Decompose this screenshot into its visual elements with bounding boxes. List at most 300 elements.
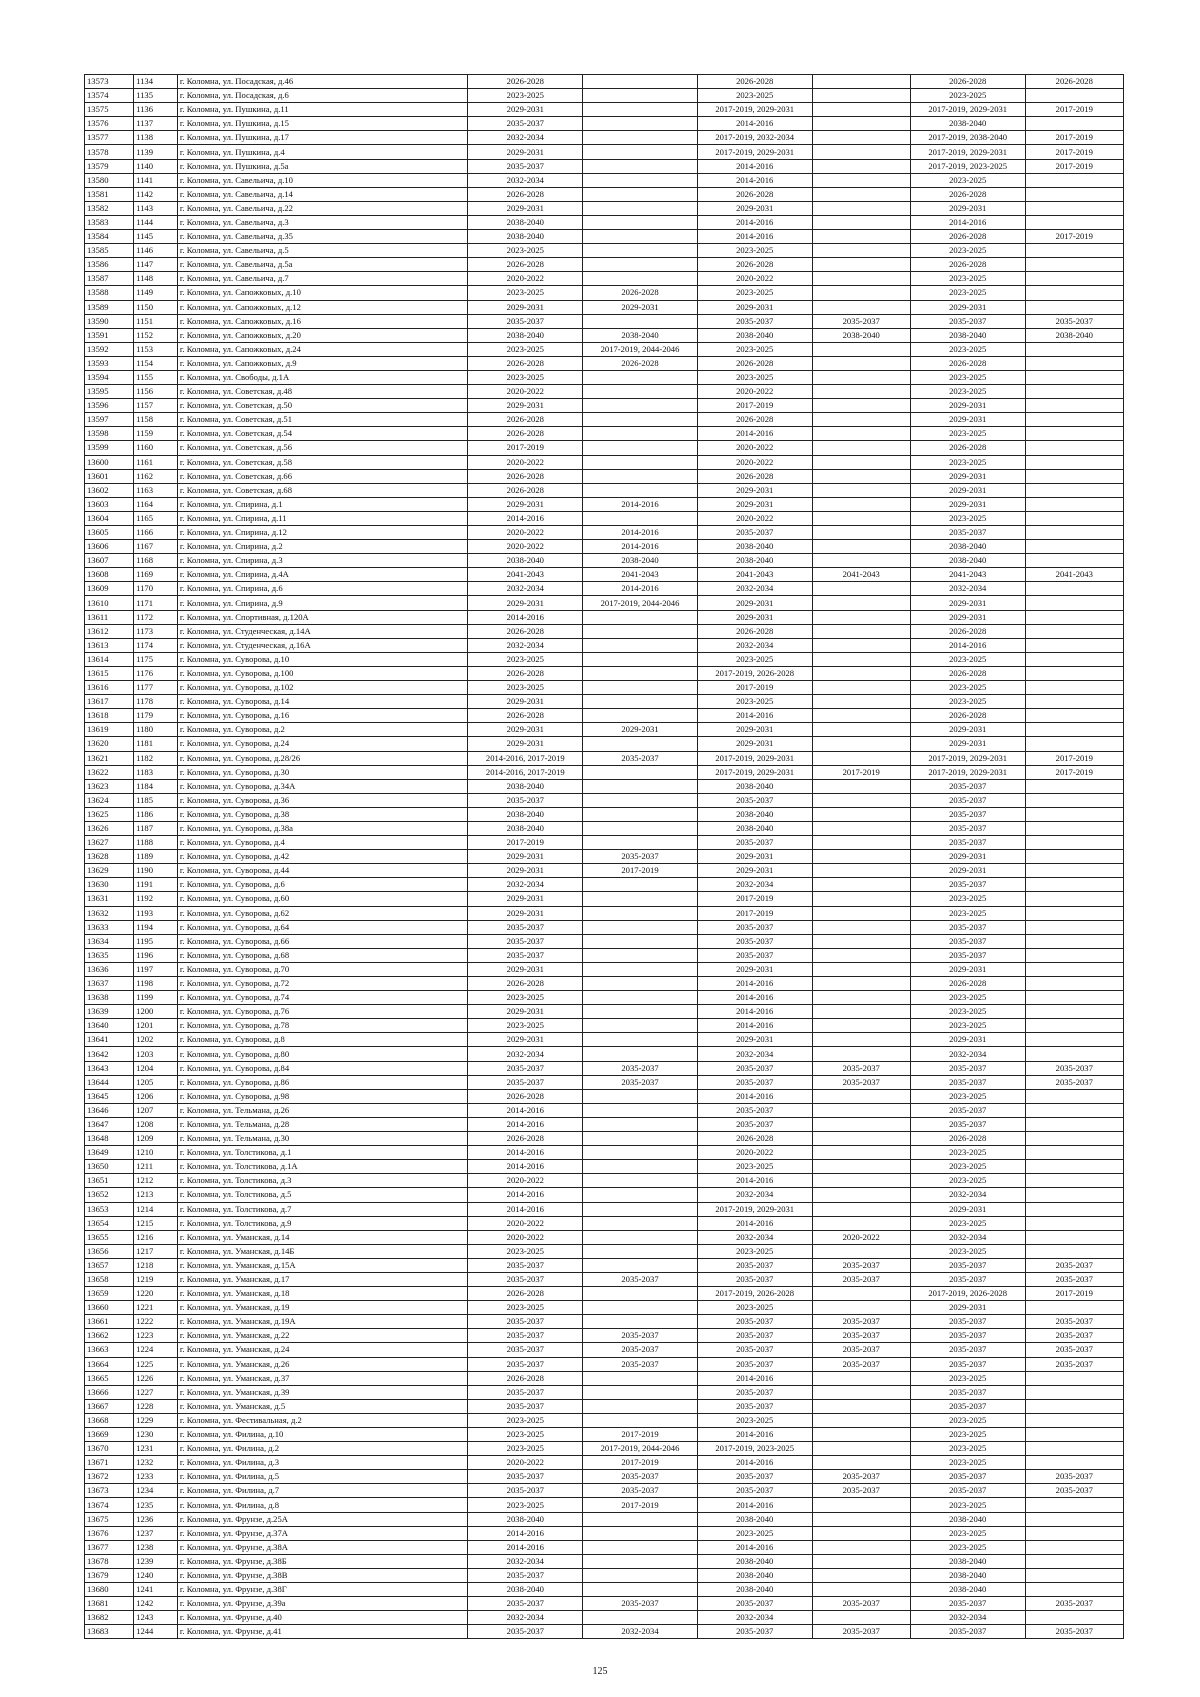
row-id-cell: 13629 bbox=[85, 864, 134, 878]
period-cell-1: 2035-2037 bbox=[468, 948, 583, 962]
row-id-cell: 13681 bbox=[85, 1597, 134, 1611]
period-cell-4 bbox=[812, 117, 910, 131]
address-cell: г. Коломна, ул. Тельмана, д.26 bbox=[177, 1103, 468, 1117]
period-cell-6 bbox=[1025, 497, 1123, 511]
period-cell-2 bbox=[583, 187, 698, 201]
period-cell-2 bbox=[583, 1160, 698, 1174]
period-cell-6 bbox=[1025, 779, 1123, 793]
table-row bbox=[85, 751, 1124, 765]
row-id-cell: 13593 bbox=[85, 356, 134, 370]
period-cell-2 bbox=[583, 1244, 698, 1258]
period-cell-3: 2014-2016 bbox=[697, 173, 812, 187]
period-cell-4 bbox=[812, 1146, 910, 1160]
period-cell-1: 2014-2016 bbox=[468, 1103, 583, 1117]
period-cell-4: 2035-2037 bbox=[812, 1597, 910, 1611]
address-cell: г. Коломна, ул. Савельича, д.35 bbox=[177, 230, 468, 244]
period-cell-4 bbox=[812, 582, 910, 596]
period-cell-3: 2017-2019, 2029-2031 bbox=[697, 765, 812, 779]
period-cell-3: 2023-2025 bbox=[697, 1413, 812, 1427]
address-cell: г. Коломна, ул. Суворова, д.44 bbox=[177, 864, 468, 878]
period-cell-6 bbox=[1025, 1413, 1123, 1427]
period-cell-1: 2026-2028 bbox=[468, 258, 583, 272]
house-number-cell: 1208 bbox=[134, 1117, 178, 1131]
row-id-cell: 13683 bbox=[85, 1625, 134, 1639]
period-cell-4 bbox=[812, 526, 910, 540]
period-cell-3: 2029-2031 bbox=[697, 300, 812, 314]
period-cell-6 bbox=[1025, 709, 1123, 723]
period-cell-4: 2035-2037 bbox=[812, 1258, 910, 1272]
period-cell-4 bbox=[812, 864, 910, 878]
period-cell-5: 2029-2031 bbox=[910, 300, 1025, 314]
period-cell-5: 2023-2025 bbox=[910, 1244, 1025, 1258]
period-cell-3: 2038-2040 bbox=[697, 1512, 812, 1526]
period-cell-3: 2014-2016 bbox=[697, 1216, 812, 1230]
house-number-cell: 1240 bbox=[134, 1568, 178, 1582]
table-row bbox=[85, 497, 1124, 511]
table-row bbox=[85, 1413, 1124, 1427]
period-cell-4 bbox=[812, 554, 910, 568]
period-cell-5: 2029-2031 bbox=[910, 413, 1025, 427]
period-cell-3: 2026-2028 bbox=[697, 1132, 812, 1146]
period-cell-4 bbox=[812, 1216, 910, 1230]
period-cell-4 bbox=[812, 441, 910, 455]
period-cell-3: 2020-2022 bbox=[697, 385, 812, 399]
row-id-cell: 13664 bbox=[85, 1357, 134, 1371]
period-cell-1: 2020-2022 bbox=[468, 540, 583, 554]
period-cell-4 bbox=[812, 1287, 910, 1301]
address-cell: г. Коломна, ул. Советская, д.51 bbox=[177, 413, 468, 427]
house-number-cell: 1234 bbox=[134, 1484, 178, 1498]
period-cell-4 bbox=[812, 399, 910, 413]
period-cell-3: 2035-2037 bbox=[697, 1385, 812, 1399]
period-cell-3: 2017-2019, 2032-2034 bbox=[697, 131, 812, 145]
row-id-cell: 13631 bbox=[85, 892, 134, 906]
address-cell: г. Коломна, ул. Толстикова, д.7 bbox=[177, 1202, 468, 1216]
period-cell-4 bbox=[812, 681, 910, 695]
period-cell-6 bbox=[1025, 286, 1123, 300]
period-cell-1: 2029-2031 bbox=[468, 300, 583, 314]
house-number-cell: 1158 bbox=[134, 413, 178, 427]
period-cell-3: 2023-2025 bbox=[697, 286, 812, 300]
table-row bbox=[85, 906, 1124, 920]
period-cell-1: 2023-2025 bbox=[468, 342, 583, 356]
house-number-cell: 1204 bbox=[134, 1061, 178, 1075]
period-cell-2: 2014-2016 bbox=[583, 497, 698, 511]
address-cell: г. Коломна, ул. Пушкина, д.5а bbox=[177, 159, 468, 173]
period-cell-2 bbox=[583, 272, 698, 286]
period-cell-5: 2023-2025 bbox=[910, 1371, 1025, 1385]
period-cell-5: 2014-2016 bbox=[910, 215, 1025, 229]
table-row bbox=[85, 441, 1124, 455]
house-number-cell: 1143 bbox=[134, 201, 178, 215]
period-cell-6: 2026-2028 bbox=[1025, 75, 1123, 89]
table-row bbox=[85, 131, 1124, 145]
period-cell-3: 2026-2028 bbox=[697, 413, 812, 427]
period-cell-3: 2014-2016 bbox=[697, 159, 812, 173]
period-cell-6 bbox=[1025, 187, 1123, 201]
house-number-cell: 1176 bbox=[134, 666, 178, 680]
period-cell-4 bbox=[812, 159, 910, 173]
address-cell: г. Коломна, ул. Суворова, д.70 bbox=[177, 962, 468, 976]
period-cell-4 bbox=[812, 977, 910, 991]
period-cell-4 bbox=[812, 821, 910, 835]
row-id-cell: 13647 bbox=[85, 1117, 134, 1131]
period-cell-1: 2023-2025 bbox=[468, 286, 583, 300]
table-row bbox=[85, 1470, 1124, 1484]
period-cell-5: 2017-2019, 2038-2040 bbox=[910, 131, 1025, 145]
address-cell: г. Коломна, ул. Филина, д.10 bbox=[177, 1428, 468, 1442]
period-cell-4 bbox=[812, 244, 910, 258]
period-cell-1: 2029-2031 bbox=[468, 145, 583, 159]
row-id-cell: 13613 bbox=[85, 638, 134, 652]
row-id-cell: 13608 bbox=[85, 568, 134, 582]
period-cell-1: 2029-2031 bbox=[468, 497, 583, 511]
row-id-cell: 13582 bbox=[85, 201, 134, 215]
period-cell-2 bbox=[583, 920, 698, 934]
period-cell-1: 2029-2031 bbox=[468, 962, 583, 976]
period-cell-1: 2035-2037 bbox=[468, 1484, 583, 1498]
period-cell-1: 2023-2025 bbox=[468, 681, 583, 695]
row-id-cell: 13682 bbox=[85, 1611, 134, 1625]
row-id-cell: 13666 bbox=[85, 1385, 134, 1399]
period-cell-4 bbox=[812, 652, 910, 666]
house-number-cell: 1241 bbox=[134, 1583, 178, 1597]
period-cell-3: 2032-2034 bbox=[697, 1230, 812, 1244]
period-cell-6 bbox=[1025, 1005, 1123, 1019]
address-cell: г. Коломна, ул. Фрунзе, д.38Б bbox=[177, 1554, 468, 1568]
period-cell-2 bbox=[583, 441, 698, 455]
period-cell-1: 2032-2034 bbox=[468, 173, 583, 187]
period-cell-2 bbox=[583, 977, 698, 991]
house-number-cell: 1227 bbox=[134, 1385, 178, 1399]
house-number-cell: 1185 bbox=[134, 793, 178, 807]
period-cell-5: 2023-2025 bbox=[910, 892, 1025, 906]
table-row bbox=[85, 1089, 1124, 1103]
house-number-cell: 1205 bbox=[134, 1075, 178, 1089]
period-cell-4 bbox=[812, 201, 910, 215]
period-cell-3: 2035-2037 bbox=[697, 1597, 812, 1611]
house-number-cell: 1139 bbox=[134, 145, 178, 159]
address-cell: г. Коломна, ул. Суворова, д.34А bbox=[177, 779, 468, 793]
address-cell: г. Коломна, ул. Суворова, д.76 bbox=[177, 1005, 468, 1019]
house-number-cell: 1199 bbox=[134, 991, 178, 1005]
table-row bbox=[85, 187, 1124, 201]
house-number-cell: 1174 bbox=[134, 638, 178, 652]
period-cell-2 bbox=[583, 1413, 698, 1427]
period-cell-6 bbox=[1025, 1188, 1123, 1202]
period-cell-5: 2038-2040 bbox=[910, 1512, 1025, 1526]
house-number-cell: 1198 bbox=[134, 977, 178, 991]
period-cell-4 bbox=[812, 258, 910, 272]
period-cell-3: 2014-2016 bbox=[697, 1089, 812, 1103]
period-cell-4: 2035-2037 bbox=[812, 1484, 910, 1498]
period-cell-1: 2026-2028 bbox=[468, 1287, 583, 1301]
period-cell-5: 2035-2037 bbox=[910, 1484, 1025, 1498]
period-cell-2 bbox=[583, 1526, 698, 1540]
house-number-cell: 1175 bbox=[134, 652, 178, 666]
period-cell-4 bbox=[812, 427, 910, 441]
period-cell-2 bbox=[583, 765, 698, 779]
period-cell-3: 2014-2016 bbox=[697, 1005, 812, 1019]
period-cell-2 bbox=[583, 1301, 698, 1315]
period-cell-4: 2035-2037 bbox=[812, 1625, 910, 1639]
period-cell-4 bbox=[812, 1005, 910, 1019]
period-cell-2 bbox=[583, 934, 698, 948]
period-cell-4 bbox=[812, 131, 910, 145]
row-id-cell: 13679 bbox=[85, 1568, 134, 1582]
address-cell: г. Коломна, ул. Посадская, д.6 bbox=[177, 89, 468, 103]
period-cell-6 bbox=[1025, 906, 1123, 920]
period-cell-5: 2023-2025 bbox=[910, 1216, 1025, 1230]
house-number-cell: 1149 bbox=[134, 286, 178, 300]
period-cell-4 bbox=[812, 624, 910, 638]
house-number-cell: 1172 bbox=[134, 610, 178, 624]
row-id-cell: 13636 bbox=[85, 962, 134, 976]
period-cell-2 bbox=[583, 962, 698, 976]
period-cell-3: 2038-2040 bbox=[697, 821, 812, 835]
period-cell-6 bbox=[1025, 117, 1123, 131]
table-row bbox=[85, 427, 1124, 441]
period-cell-6 bbox=[1025, 723, 1123, 737]
period-cell-4 bbox=[812, 596, 910, 610]
table-row bbox=[85, 878, 1124, 892]
table-row bbox=[85, 1512, 1124, 1526]
period-cell-5: 2017-2019, 2029-2031 bbox=[910, 145, 1025, 159]
period-cell-6 bbox=[1025, 89, 1123, 103]
period-cell-6 bbox=[1025, 1160, 1123, 1174]
row-id-cell: 13654 bbox=[85, 1216, 134, 1230]
period-cell-2 bbox=[583, 215, 698, 229]
period-cell-2 bbox=[583, 1132, 698, 1146]
row-id-cell: 13633 bbox=[85, 920, 134, 934]
row-id-cell: 13632 bbox=[85, 906, 134, 920]
period-cell-3: 2035-2037 bbox=[697, 1103, 812, 1117]
period-cell-2 bbox=[583, 1103, 698, 1117]
period-cell-2: 2035-2037 bbox=[583, 1470, 698, 1484]
period-cell-6: 2017-2019 bbox=[1025, 751, 1123, 765]
period-cell-2: 2017-2019, 2044-2046 bbox=[583, 1442, 698, 1456]
house-number-cell: 1153 bbox=[134, 342, 178, 356]
address-cell: г. Коломна, ул. Фрунзе, д.38В bbox=[177, 1568, 468, 1582]
period-cell-5: 2029-2031 bbox=[910, 737, 1025, 751]
address-cell: г. Коломна, ул. Уманская, д.39 bbox=[177, 1385, 468, 1399]
period-cell-4: 2017-2019 bbox=[812, 765, 910, 779]
row-id-cell: 13612 bbox=[85, 624, 134, 638]
period-cell-3: 2029-2031 bbox=[697, 201, 812, 215]
address-cell: г. Коломна, ул. Фестивальная, д.2 bbox=[177, 1413, 468, 1427]
house-number-cell: 1191 bbox=[134, 878, 178, 892]
period-cell-2: 2035-2037 bbox=[583, 850, 698, 864]
house-number-cell: 1194 bbox=[134, 920, 178, 934]
table-row bbox=[85, 385, 1124, 399]
period-cell-3: 2023-2025 bbox=[697, 1160, 812, 1174]
period-cell-5: 2026-2028 bbox=[910, 709, 1025, 723]
period-cell-5: 2035-2037 bbox=[910, 836, 1025, 850]
period-cell-1: 2032-2034 bbox=[468, 131, 583, 145]
address-cell: г. Коломна, ул. Савельича, д.5 bbox=[177, 244, 468, 258]
row-id-cell: 13648 bbox=[85, 1132, 134, 1146]
period-cell-1: 2017-2019 bbox=[468, 441, 583, 455]
table-row bbox=[85, 681, 1124, 695]
period-cell-1: 2023-2025 bbox=[468, 652, 583, 666]
period-cell-4 bbox=[812, 1132, 910, 1146]
row-id-cell: 13614 bbox=[85, 652, 134, 666]
address-cell: г. Коломна, ул. Фрунзе, д.41 bbox=[177, 1625, 468, 1639]
period-cell-2 bbox=[583, 131, 698, 145]
period-cell-5: 2017-2019, 2029-2031 bbox=[910, 765, 1025, 779]
period-cell-4 bbox=[812, 807, 910, 821]
period-cell-4: 2035-2037 bbox=[812, 1315, 910, 1329]
period-cell-1: 2020-2022 bbox=[468, 385, 583, 399]
period-cell-6 bbox=[1025, 962, 1123, 976]
period-cell-3: 2023-2025 bbox=[697, 370, 812, 384]
period-cell-6 bbox=[1025, 977, 1123, 991]
period-cell-1: 2026-2028 bbox=[468, 75, 583, 89]
period-cell-1: 2020-2022 bbox=[468, 1456, 583, 1470]
house-number-cell: 1196 bbox=[134, 948, 178, 962]
row-id-cell: 13660 bbox=[85, 1301, 134, 1315]
period-cell-2 bbox=[583, 610, 698, 624]
table-row bbox=[85, 1611, 1124, 1625]
period-cell-4 bbox=[812, 370, 910, 384]
address-cell: г. Коломна, ул. Толстикова, д.9 bbox=[177, 1216, 468, 1230]
period-cell-3: 2035-2037 bbox=[697, 1625, 812, 1639]
period-cell-3: 2014-2016 bbox=[697, 230, 812, 244]
row-id-cell: 13594 bbox=[85, 370, 134, 384]
period-cell-1: 2029-2031 bbox=[468, 399, 583, 413]
row-id-cell: 13583 bbox=[85, 215, 134, 229]
row-id-cell: 13651 bbox=[85, 1174, 134, 1188]
row-id-cell: 13580 bbox=[85, 173, 134, 187]
house-number-cell: 1177 bbox=[134, 681, 178, 695]
period-cell-3: 2032-2034 bbox=[697, 638, 812, 652]
period-cell-4 bbox=[812, 1117, 910, 1131]
period-cell-3: 2014-2016 bbox=[697, 991, 812, 1005]
row-id-cell: 13670 bbox=[85, 1442, 134, 1456]
address-cell: г. Коломна, ул. Уманская, д.5 bbox=[177, 1399, 468, 1413]
address-cell: г. Коломна, ул. Толстикова, д.3 bbox=[177, 1174, 468, 1188]
period-cell-4 bbox=[812, 455, 910, 469]
period-cell-2 bbox=[583, 948, 698, 962]
address-cell: г. Коломна, ул. Савельича, д.10 bbox=[177, 173, 468, 187]
period-cell-1: 2026-2028 bbox=[468, 187, 583, 201]
period-cell-4 bbox=[812, 1442, 910, 1456]
period-cell-5: 2029-2031 bbox=[910, 1202, 1025, 1216]
house-number-cell: 1155 bbox=[134, 370, 178, 384]
house-number-cell: 1140 bbox=[134, 159, 178, 173]
table-row bbox=[85, 117, 1124, 131]
period-cell-4 bbox=[812, 723, 910, 737]
period-cell-1: 2032-2034 bbox=[468, 638, 583, 652]
address-cell: г. Коломна, ул. Филина, д.2 bbox=[177, 1442, 468, 1456]
period-cell-3: 2038-2040 bbox=[697, 1568, 812, 1582]
period-cell-2: 2017-2019, 2044-2046 bbox=[583, 342, 698, 356]
period-cell-6 bbox=[1025, 540, 1123, 554]
address-cell: г. Коломна, ул. Сапожковых, д.12 bbox=[177, 300, 468, 314]
address-cell: г. Коломна, ул. Суворова, д.98 bbox=[177, 1089, 468, 1103]
row-id-cell: 13603 bbox=[85, 497, 134, 511]
row-id-cell: 13597 bbox=[85, 413, 134, 427]
address-cell: г. Коломна, ул. Пушкина, д.11 bbox=[177, 103, 468, 117]
period-cell-5: 2035-2037 bbox=[910, 1315, 1025, 1329]
period-cell-4: 2035-2037 bbox=[812, 1075, 910, 1089]
period-cell-3: 2029-2031 bbox=[697, 610, 812, 624]
row-id-cell: 13575 bbox=[85, 103, 134, 117]
period-cell-4 bbox=[812, 187, 910, 201]
table-row bbox=[85, 272, 1124, 286]
period-cell-4 bbox=[812, 497, 910, 511]
table-row bbox=[85, 540, 1124, 554]
address-cell: г. Коломна, ул. Толстикова, д.1 bbox=[177, 1146, 468, 1160]
period-cell-2: 2041-2043 bbox=[583, 568, 698, 582]
period-cell-6 bbox=[1025, 173, 1123, 187]
table-row bbox=[85, 1357, 1124, 1371]
period-cell-6 bbox=[1025, 427, 1123, 441]
period-cell-4 bbox=[812, 878, 910, 892]
table-row bbox=[85, 1005, 1124, 1019]
period-cell-1: 2023-2025 bbox=[468, 991, 583, 1005]
period-cell-2: 2026-2028 bbox=[583, 356, 698, 370]
period-cell-5: 2029-2031 bbox=[910, 399, 1025, 413]
period-cell-6 bbox=[1025, 413, 1123, 427]
period-cell-2 bbox=[583, 103, 698, 117]
address-cell: г. Коломна, ул. Тельмана, д.30 bbox=[177, 1132, 468, 1146]
address-cell: г. Коломна, ул. Суворова, д.62 bbox=[177, 906, 468, 920]
period-cell-6 bbox=[1025, 624, 1123, 638]
period-cell-5: 2035-2037 bbox=[910, 1470, 1025, 1484]
period-cell-2: 2017-2019 bbox=[583, 1428, 698, 1442]
period-cell-1: 2035-2037 bbox=[468, 159, 583, 173]
table-row bbox=[85, 948, 1124, 962]
row-id-cell: 13677 bbox=[85, 1540, 134, 1554]
table-row bbox=[85, 1484, 1124, 1498]
table-row bbox=[85, 962, 1124, 976]
period-cell-6 bbox=[1025, 455, 1123, 469]
period-cell-3: 2029-2031 bbox=[697, 596, 812, 610]
address-cell: г. Коломна, ул. Толстикова, д.1А bbox=[177, 1160, 468, 1174]
row-id-cell: 13590 bbox=[85, 314, 134, 328]
address-cell: г. Коломна, ул. Советская, д.48 bbox=[177, 385, 468, 399]
address-cell: г. Коломна, ул. Суворова, д.14 bbox=[177, 695, 468, 709]
house-number-cell: 1141 bbox=[134, 173, 178, 187]
address-cell: г. Коломна, ул. Свободы, д.1А bbox=[177, 370, 468, 384]
period-cell-5: 2026-2028 bbox=[910, 356, 1025, 370]
address-cell: г. Коломна, ул. Уманская, д.15А bbox=[177, 1258, 468, 1272]
period-cell-3: 2014-2016 bbox=[697, 1174, 812, 1188]
period-cell-3: 2017-2019, 2026-2028 bbox=[697, 1287, 812, 1301]
period-cell-2 bbox=[583, 455, 698, 469]
period-cell-4: 2035-2037 bbox=[812, 1272, 910, 1286]
period-cell-3: 2029-2031 bbox=[697, 723, 812, 737]
period-cell-2 bbox=[583, 1146, 698, 1160]
period-cell-1: 2014-2016, 2017-2019 bbox=[468, 765, 583, 779]
period-cell-5: 2035-2037 bbox=[910, 1272, 1025, 1286]
period-cell-6 bbox=[1025, 1230, 1123, 1244]
period-cell-2 bbox=[583, 878, 698, 892]
table-row bbox=[85, 1625, 1124, 1639]
period-cell-2 bbox=[583, 1371, 698, 1385]
period-cell-1: 2038-2040 bbox=[468, 779, 583, 793]
house-number-cell: 1147 bbox=[134, 258, 178, 272]
period-cell-5: 2035-2037 bbox=[910, 1117, 1025, 1131]
period-cell-4 bbox=[812, 638, 910, 652]
period-cell-6 bbox=[1025, 1512, 1123, 1526]
period-cell-1: 2038-2040 bbox=[468, 821, 583, 835]
house-number-cell: 1178 bbox=[134, 695, 178, 709]
row-id-cell: 13619 bbox=[85, 723, 134, 737]
period-cell-2 bbox=[583, 1554, 698, 1568]
period-cell-5: 2035-2037 bbox=[910, 1075, 1025, 1089]
